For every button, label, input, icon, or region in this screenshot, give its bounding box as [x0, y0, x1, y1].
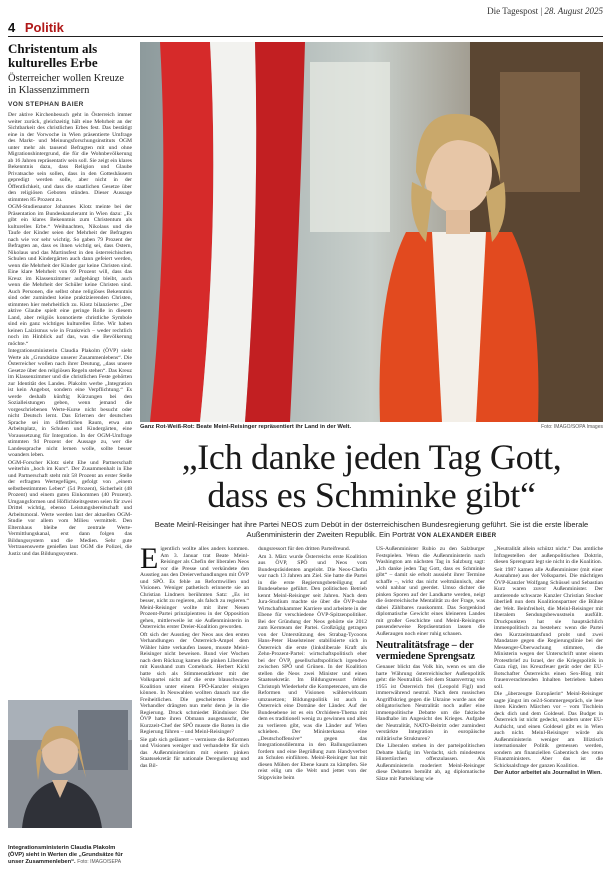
sidebar-body — [8, 112, 132, 557]
article-paragraph: Seit 1987 kamen alle Außenminister (mit einer Ausnahme) aus der Volkspartei. Die mächtigen ÖVP-Kanzler Wolfgang Schüssel und Sebastian Kurz waren zuvor Außenminister. Der amtierende schwarze Kanzler Christian Stocker überließ nun dem Koalitionspartner die Bühne der Welt. Beinfreiheit, die Meinl-Reisinger mit liberalem Sendungsbewusstsein ausfüllt. Druckpunkten hat sie hauptsächlich immenpolitisch zu bestehen: wenn die Partei den Kurzzeitstaatsfund probt und zwei Mandatare gegen die Regierungslinie bei der Messenger-Überwachung stimmen, die Ministerin wegen der Unterschrift unter einem Protestbrief zu Israel, der die Kriegspolitik in Gaza rügt, ins Kreuzfeuer gerät oder der EU-Botschafter Österreichs einen Sex-Blog mit frauenverachtenden Inhalten betrieben haben soll. — [494, 566, 603, 690]
sidebar-photo-caption — [8, 845, 132, 866]
sidebar-paragraph: Integrationsministerin Claudia Plakolm (ÖVP) sieht Werte als „Grundsätze unserer Zusammenlebens“. Die Österreicher wollen nach ihrer Deutung, „dass unsere Gesetze über den religiösen Regeln stehen“. Das Kreuz im Klassenzimmer und die christlichen Feste gehörten zur Identität des Landes. Plakolm werbe „Integration ist kein Angebot, sondern eine Verpflichtung.“ Es werde deshalb künftig Kürzungen bei den Sozialleistungen geben, wenn jemand die vorgeschriebenen Werte-Kurse nicht besucht oder nicht Deutsch lernt. Das Erlernen der deutschen Sprache sei im öffentlichen Raum, etwa am Arbeitsplatz, in Schulen und Kindergärten, eine Voraussetzung für Integration. In der OGM-Umfrage stimmten 94 Prozent der Aussage zu, wer die Landessprache nicht lernen wolle, sollte besser woanders leben. — [8, 348, 132, 458]
headline-line-1: „Ich danke jeden Tag Gott, — [181, 437, 562, 477]
header-rule — [8, 36, 603, 37]
article-headline — [140, 438, 603, 514]
article-paragraph: Am 3. März wurde Österreichs erste Koalition aus ÖVP, SPÖ und Neos vom Bundespräsidenten angelobt. Die Neos-Chefin war nach 13 Jahren am Ziel. Sie hatte die Partei in die erste Regierungsbeteiligung auf Bundesebene geführt. Den politischen Betrieb kennt Meinl-Reisinger seit Jahren. Nach dem Jura-Studium machte sie über die ÖVP-nahe Wirtschaftskammer Karriere und arbeitete in der Ebene für verschiedene ÖVP-Spitzenpolitiker. Bei der Gründung der Neos gehörte sie 2012 zum Kernteam der Partei. Großzügig getragen von der Unterstützung des Strabag-Tycoons Hans-Peter Haselsteiner stabilisierte sich in Österreich die erste (linksliberale Kraft als Zehn-Prozent-Partei: wirtschaftspolitisch eher bei der ÖVP, gesellschaftspolitisch irgendwo zwischen SPÖ und Grünen. In der Koalition stellen die Neos zwei Minister und einen Staatssekretär. Im Bildungsressort fehlen Christoph Wiederkehr die Kompetenzen, um die Reformen und Visionen wählerwirksam umzusetzen; Bildungspolitik ist auch in Österreich eine Domäne der Länder. Auf der Bundesebene ist es ein Orchideen-Thema mit dem es traditionell wenig zu gewinnen und alles zu verlieren gibt, was die Länder auf Wien schieben. Der Ministerkassa eine „Deutschoffensive“ gegen das Integrationsdilemma in den Ballungsräumen fordern und eine Begrüßung zum Handyverbot an Schulen einführen. Meinl-Reisinger hat mit diesen Mühen der Ebene kaum zu kämpfen. Sie reist eilig um die Welt und jettet von der Stippvisite beim — [258, 553, 367, 781]
article-byline: VON ALEXANDER EIBER — [417, 533, 497, 539]
sidebar-paragraph: Der aktive Kirchenbesuch geht in Österreich immer weiter zurück, gleichzeitig hält eine Mehrheit an der Sichtbarkeit des christlichen Erbes fest. Das bestätigt eine in der Vorwoche in Wien präsentierte Umfrage des Markt- und Meinungsforschungsinstituts OGM unter mehr als tausend Befragten mit und ohne Migrationshintergrund, die für die Wohnbevölkerung ab 16 Jahren repräsentativ sein soll. Sie zeigt ein klares Bekenntnis dazu, dass Religion und Glaube Privatsache sein sollen, dass in den Gotteshäusern gepredigt werden solle, aber nicht in der Öffentlichkeit, und dass die staatlichen Gesetze über den religiösen Geboten stünden. Dieser Aussage stimmten 85 Prozent zu. — [8, 112, 132, 203]
sidebar-photo-credit: Foto: IMAGO/SEPA — [77, 859, 122, 865]
article-paragraph: Sie gab sich geläutert – vermisste die Reformen und Visionen weniger und verhandelte für sich das Außenministerium mit einem pinken Staatssekretär für nationale Deregulierung und das Bil- — [140, 736, 249, 769]
publication-name: Die Tagespost — [487, 6, 539, 16]
article-paragraph: dungsressort für den dritten Parteifreund. — [258, 546, 351, 552]
author-note: Der Autor arbeitet als Journalist in Wien. — [494, 770, 602, 776]
sidebar-subtitle: Österreicher wollen Kreuze in Klassenzimmern — [8, 73, 125, 96]
article-body — [140, 546, 603, 866]
sidebar-title: Christentum als kulturelles Erbe — [8, 42, 98, 70]
article-column-1 — [140, 546, 249, 866]
article-paragraph-text: igentlich wollte alles anders kommen. Am 3. Januar trat Beate Meinl-Reisinger als Chefin der liberalen Neos vor die Presse und verkündete den Ausstieg aus den Dreierverhandlungen mit ÖVP und SPÖ. Es fehle an Reformwillen und Visionen. Weniger pathetisch erinnerte sie an Christian Lindners berühmten Satz: „Es ist besser, nicht zu regieren, als falsch zu regieren.“ Meinl-Reisinger wollte mit ihrer Neuen Prozent-Partei prinzipientreu in der Opposition gehen, mittlerweile ist sie Außenministerin in Österreichs erster Dreier-Koalition geworden. — [140, 546, 249, 630]
main-photo-caption-row — [140, 424, 603, 433]
section-name: Politik — [24, 20, 64, 35]
sidebar-photo-plakolm — [8, 700, 132, 828]
portrait-image — [8, 700, 132, 828]
page-number: 4 — [8, 20, 16, 35]
main-photo — [140, 42, 603, 422]
article-paragraph: Die „überzeugte Europäerin“ Meinl-Reisinger sagte jüngst im oe24-Sommergespräch, sie lese ihren Kindern Märchen vor – vom Tischlein deck dich und dem Goldesel. Das Budget in Österreich ist nicht gedeckt, sondern unter EU-Aufsicht, und einen Goldesel gibt es in Wien auch nicht. Meinl-Reisinger würde als Außenministerin weniger am Illiztisch internationaler Politik gemessen werden, sondern am finanziellen Gabentisch des roten Finanzministers. Aber das ist die Schicksalsfrage der ganzen Koalition. — [494, 691, 603, 769]
article-paragraph: „Neutralität allein schützt nicht.“ Das amtliche Infragestellen der außenpolitischen Doktrin, diesen Sprengsatz legt sie nicht in die Koalition. — [494, 546, 603, 565]
masthead-publication: Die Tagespost | 28. August 2025 — [487, 6, 603, 16]
sidebar-caption-text: Integrationsministerin Claudia Plakolm (ÖVP) sieht in Werten die „Grundsätze für unser Zusammenleben“. — [8, 845, 123, 865]
article-paragraph: Oft sich der Ausstieg der Neos aus den ersten Verhandlungen der Österreich-Ampel dem Wähler hätte verkaufen lassen, musste Meinl-Reisinger nicht beweisen. Rund vier Wochen nach dem Rückzug kamen die pinken Liberalen mit Kusshand zum Comeback. Herbert Kickl hatte sich als Stimmenstärkster mit der Volkspartei nicht auf die erste blauschwarze Koalition unter einem FPÖ-Kanzler einigen können. In Neuwahlen wollten danach nur die Freiheitlichen. Die gescheiterten Dreier-Verhandler drängten nun mehr denn je in die Regierung. Druck schmiedet Bündnisse: Die ÖVP hatte ihren Obmann ausgetauscht, der Kurzzeit-Chef der SPÖ musste die Roten in die Regierung führen – und Meinl-Reisinger? — [140, 631, 249, 735]
article-column-4 — [494, 546, 603, 866]
headline-line-2: dass es Schminke gibt“ — [207, 475, 536, 515]
main-photo-credit: Foto: IMAGO/SOPA Images — [541, 424, 603, 430]
article-paragraph: Genauer blickt das Volk hin, wenn es um die harte Währung österreichischer Außenpolitik geht: die Neutralität. Seit dem Staatsvertrag von 1955 ist Österreich frei (Leopold Figl) und immerwährend neutral. Nach dem russischen Angriffskrieg gegen die Ukraine wurde aus der obligatorischen Neutralität noch außer eine immenpolitische Debatte um die faktische Handhabe im Angesicht des Krieges. Aufgabe der Neutralität, NATO-Beitritt oder zumindest verstärkte Integration in europäische militärische Strukturen? — [376, 664, 485, 742]
article-paragraph — [140, 546, 249, 631]
article-column-3 — [376, 546, 485, 866]
main-photo-caption: Ganz Rot-Weiß-Rot: Beate Meinl-Reisinger repräsentiert ihr Land in der Welt. — [140, 424, 352, 430]
standfirst-text: Beate Meinl-Reisinger hat ihre Partei NEOS zum Debüt in der österreichischen Bundesregierung geführt. Sie ist die erste liberale Außenministerin der Zweiten Republik. Ein Porträt — [154, 520, 589, 539]
publication-date: 28. August 2025 — [544, 6, 603, 16]
article-column-2 — [258, 546, 367, 866]
article-subheading: Neutralitätsfrage – der vermiedene Sprengsatz — [376, 640, 475, 662]
portrait-image-meinl-reisinger — [140, 42, 603, 422]
sidebar-byline: VON STEPHAN BAIER — [8, 101, 84, 108]
masthead — [0, 6, 611, 20]
article-paragraph: Die Liberalen stehen in der parteipolitischen Debatte häufig im Verdacht, sich mindestens Hintertürchen offenzulassen. Als Außenministerin moderiert Meinl-Reisinger diese Debatten bemüht ab, ag diplomatische Sätze mit Parteiklang wie — [376, 743, 485, 782]
section-header — [8, 20, 64, 35]
sidebar-paragraph: OGM-Studienautor Johannes Klotz meinte bei der Präsentation im Bundeskanzleramt in Wien dazu: „Es gibt ein klares Bekenntnis zum Christentum als kulturelles Erbe.“ Weihnachten, Nikolaus und die Taufe der Kinder seien der Mehrheit der Befragten nach wie vor sehr wichtig. So gaben 79 Prozent der Befragten an, dass es ihnen wichtig sei, dass Ostern, Nikolaus und das Martinsfest in den österreichischen Schulen und Kindergärten auch dann gefeiert werden, wenn die Mehrheit der Kinder gar keine Christen sind. Eine klare Mehrheit von 69 Prozent will, dass das Kreuz im Klassenzimmer aufgehängt bleibt, auch wenn die Mehrheit der Schüler keine Christen sind. Auch Personen, die selbst ohne religiöses Bekenntnis sind oder zumindest keine praktizierenden Christen, stimmten hier mehrheitlich zu. Klotz bilanzierte: „Der aktive Glaube spielt eine geringe Rolle in diesem Land, aber religiös konnotierte christliche Symbole sind ein ganz wichtiges kulturelles Erbe. Wir haben keinen Laizismus wie in Frankreich – weder rechtlich noch im Hinblick auf das, was die Bevölkerung möchte.“ — [8, 204, 132, 347]
article-paragraph: US-Außenminister Rubio zu den Salzburger Festspielen. Wenn die Außenministerin nach Washington am nächsten Tag in Salzburg sagt: „Ich danke jeden Tag Gott, dass es Schminke gibt“ – damit sie erholt aussieht ihrer Termine schaffe –, wirkt das nicht weltmännisch, aber wohl nahbar und geerdet. Umso dichter die pinken Sporen auf der Landkarte werden, neigt die österreichische Mentalität zu der Frage, was dabei Zählbares rauskommt. Das Sorgenkind diplomatische Gewicht eines kleineren Landes mit großer Geschichte und Meinl-Reisingers passenderweise Repräsentation lassen die Außeraugen noch einer ruhig schauen. — [376, 546, 485, 637]
sidebar-paragraph: OGM-Forscher Klotz sieht Ehe und Partnerschaft weiterhin „hoch im Kurs“. Der Zusammenhalt in Ehe und Partnerschaft steht mit 58 Prozent an erster Stelle der erfragten Wertegefüges, gefolgt von „einem selbstbestimmten Leben“ (54 Prozent), Sicherheit (48 Prozent) und einem guten Einkommen (40 Prozent). Umgangsformen und Höflichkeitsgesten seien für zwei Drittel wichtig, ebenso Leistungsbereitschaft und Arbeitsmoral. Werte werden laut der aktuellen OGM-Studie vor allem vom Milieu vermittelt. Den Elternhaus bleibe der zentrale Werte-Vermittlungskanal, erst dann folgen das Bildungssystem und die Medien. Sehr gute Vertrauenswerte genießen laut OGM die Polizei, die Justiz und das Bildungssystem. — [8, 459, 132, 557]
article-standfirst — [140, 520, 603, 541]
drop-cap: E — [140, 546, 159, 575]
